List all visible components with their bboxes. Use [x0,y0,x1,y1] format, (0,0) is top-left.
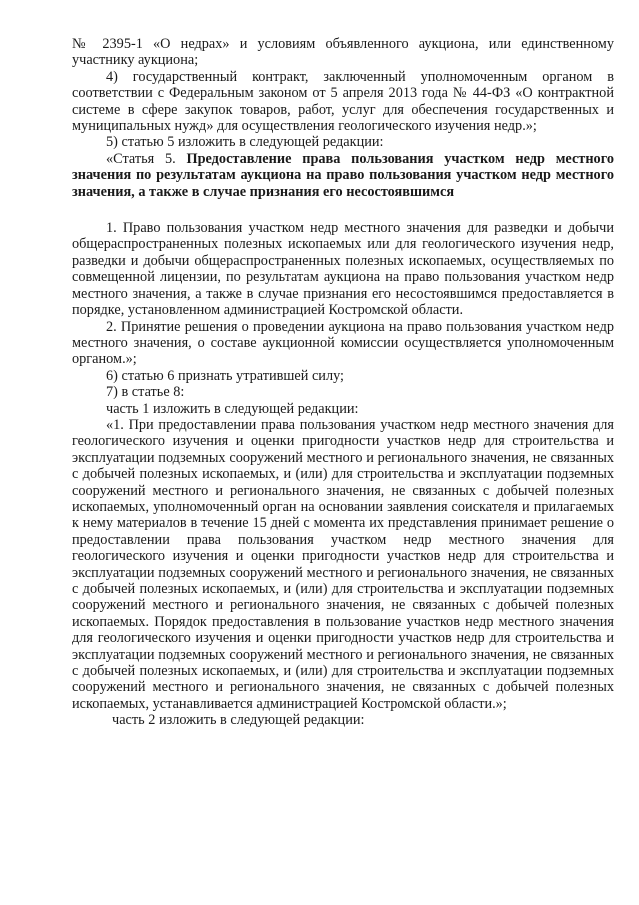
paragraph-part-2-intro: часть 2 изложить в следующей редакции: [112,712,365,729]
paragraph-continuation: № 2395-1 «О недрах» и условиям объявленного аукциона, или единственному участнику аукциона; [72,36,614,69]
article-8-part-1: «1. При предоставлении права пользования участком недр местного значения для геологического изучения и оценки пригодности участков недр для строительства и эксплуатации подземных сооружений местного и регионального значения, не связанных с добычей полезных ископаемых, и (или) для строительства и эксплуатации подземных сооружений местного и регионального значения, не связанных с добычей полезных ископаемых, уполномоченный орган на основании заявления соискателя и прилагаемых к нему материалов в течение 15 дней с момента их представления принимает решение о предоставлении права пользования участком недр местного значения для геологического изучения и оценки пригодности участков недр для строительства и эксплуатации подземных сооружений местного и регионального значения, не связанных с добычей полезных ископаемых, и (или) для строительства и эксплуатации подземных сооружений местного и регионального значения, не связанных с добычей полезных ископаемых. Порядок предоставления в пользование участков недр местного значения для геологического изучения и оценки пригодности участков недр для строительства и эксплуатации подземных сооружений местного и регионального значения, не связанных с добычей полезных ископаемых, и (или) для строительства и эксплуатации подземных сооружений местного и регионального значения, не связанных с добычей полезных ископаемых, устанавливается администрацией Костромской области.»; [72,416,614,712]
article-5-title: Предоставление права пользования участком недр местного значения по результатам аукциона на право пользования участком недр местного значения, а также в случае признания его несостоявшимся [72,150,614,200]
article-5-part-2: 2. Принятие решения о проведении аукциона на право пользования участком недр местного значения, о составе аукционной комиссии осуществляется уполномоченным органом.»; [72,318,614,368]
article-5-heading [72,151,614,200]
document-page [72,36,614,729]
paragraph-item-6: 6) статью 6 признать утратившей силу; [106,367,345,384]
paragraph-item-4: 4) государственный контракт, заключенный уполномоченным органом в соответствии с Федеральным законом от 5 апреля 2013 года № 44-ФЗ «О контрактной системе в сфере закупок товаров, работ, услуг для обеспечения государственных и муниципальных нужд» для осуществления геологического изучения недр.»; [72,68,614,135]
paragraph-item-7: 7) в статье 8: [106,384,185,401]
blank-line [72,200,614,220]
paragraph-part-1-intro: часть 1 изложить в следующей редакции: [106,400,359,417]
paragraph-item-5: 5) статью 5 изложить в следующей редакции: [106,134,384,151]
article-5-part-1: 1. Право пользования участком недр местного значения для разведки и добычи общераспространенных полезных ископаемых или для геологического изучения недр, разведки и добычи общераспространенных полезных ископаемых, осуществляемых по совмещенной лицензии, по результатам аукциона на право пользования участком недр местного значения, а также в случае признания его несостоявшимся предоставляется в порядке, установленном администрацией Костромской области. [72,220,614,319]
article-5-prefix: «Статья 5. [106,150,187,167]
